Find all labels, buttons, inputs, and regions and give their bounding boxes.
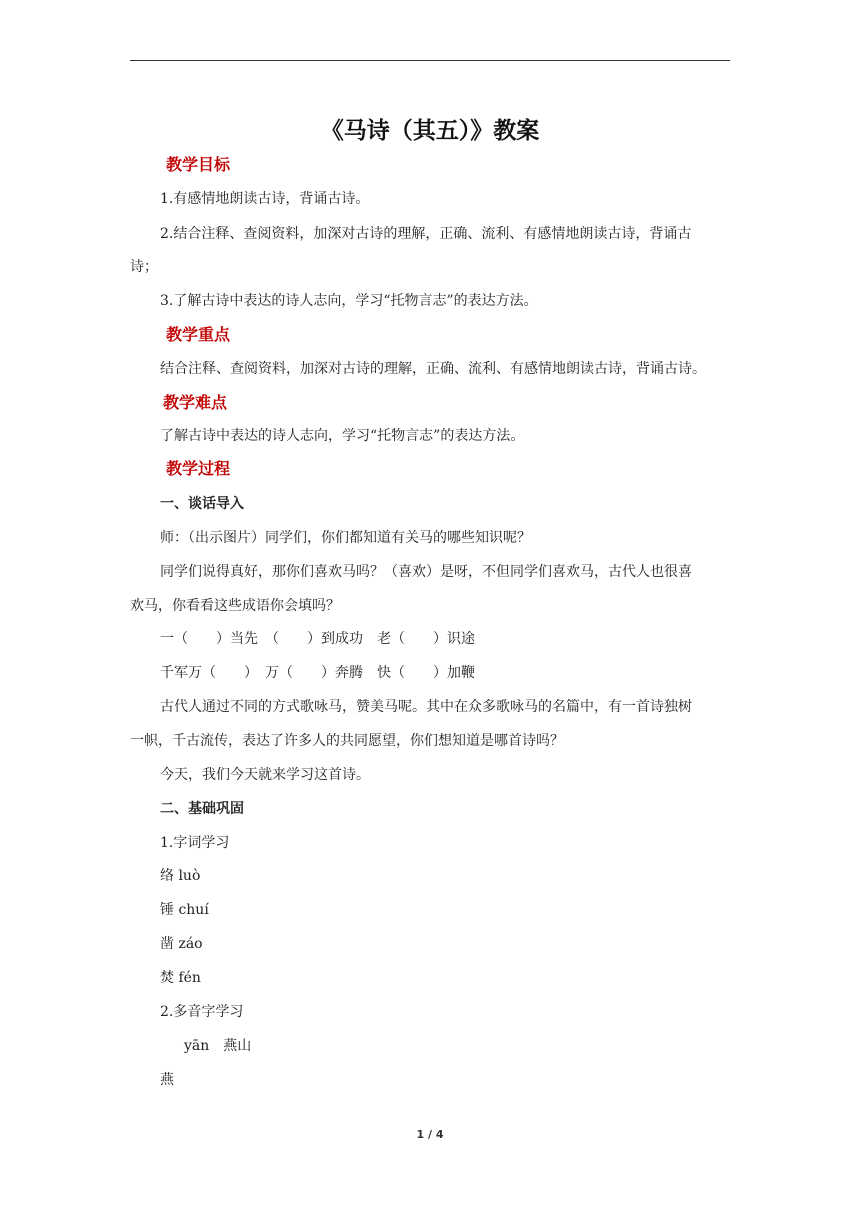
- intro-line-2: 同学们说得真好，那你们喜欢马吗？（喜欢）是呀，不但同学们喜欢马，古代人也很喜: [160, 564, 692, 580]
- vocab-item-2: 锤 chuí: [160, 902, 209, 918]
- objective-1: 1.有感情地朗读古诗，背诵古诗。: [160, 191, 370, 207]
- polyphone-char: 燕: [160, 1072, 174, 1088]
- heading-process: 教学过程: [166, 459, 231, 478]
- heading-key-points: 教学重点: [166, 325, 231, 344]
- vocab-item-4: 焚 fén: [160, 970, 201, 986]
- key-points-text: 结合注释、查阅资料，加深对古诗的理解，正确、流利、有感情地朗读古诗，背诵古诗。: [160, 361, 706, 377]
- intro-line-1: 师：（出示图片）同学们，你们都知道有关马的哪些知识呢？: [160, 530, 531, 546]
- intro-line-6: 今天，我们今天就来学习这首诗。: [160, 767, 370, 783]
- basics-line-2: 2.多音字学习: [160, 1004, 244, 1020]
- subheading-basics: 二、基础巩固: [160, 801, 244, 817]
- intro-line-5: 一帜，千古流传，表达了许多人的共同愿望，你们想知道是哪首诗吗？: [130, 733, 564, 749]
- objective-2: 2.结合注释、查阅资料，加深对古诗的理解，正确、流利、有感情地朗读古诗，背诵古: [160, 226, 692, 242]
- heading-objectives: 教学目标: [166, 155, 231, 174]
- difficulties-text: 了解古诗中表达的诗人志向，学习“托物言志”的表达方法。: [160, 428, 525, 444]
- vocab-item-3: 凿 záo: [160, 936, 203, 952]
- intro-line-4: 古代人通过不同的方式歌咏马，赞美马呢。其中在众多歌咏马的名篇中，有一首诗独树: [160, 699, 692, 715]
- idiom-row-1: 一（ ）当先 （ ）到成功 老（ ）识途: [160, 631, 475, 647]
- header-rule: [130, 60, 730, 61]
- objective-2-cont: 诗；: [130, 259, 158, 275]
- subheading-intro: 一、谈话导入: [160, 496, 244, 512]
- basics-line-1: 1.字词学习: [160, 835, 230, 851]
- document-title: 《马诗（其五）》教案: [320, 118, 540, 144]
- objective-3: 3.了解古诗中表达的诗人志向，学习“托物言志”的表达方法。: [160, 293, 538, 309]
- vocab-item-1: 络 luò: [160, 868, 201, 884]
- polyphone-item-1: yān 燕山: [184, 1038, 252, 1054]
- idiom-row-2: 千军万（ ） 万（ ）奔腾 快（ ）加鞭: [160, 665, 475, 681]
- intro-line-3: 欢马，你看看这些成语你会填吗？: [130, 598, 340, 614]
- heading-difficulties: 教学难点: [163, 393, 228, 412]
- page-number: 1 / 4: [416, 1128, 444, 1141]
